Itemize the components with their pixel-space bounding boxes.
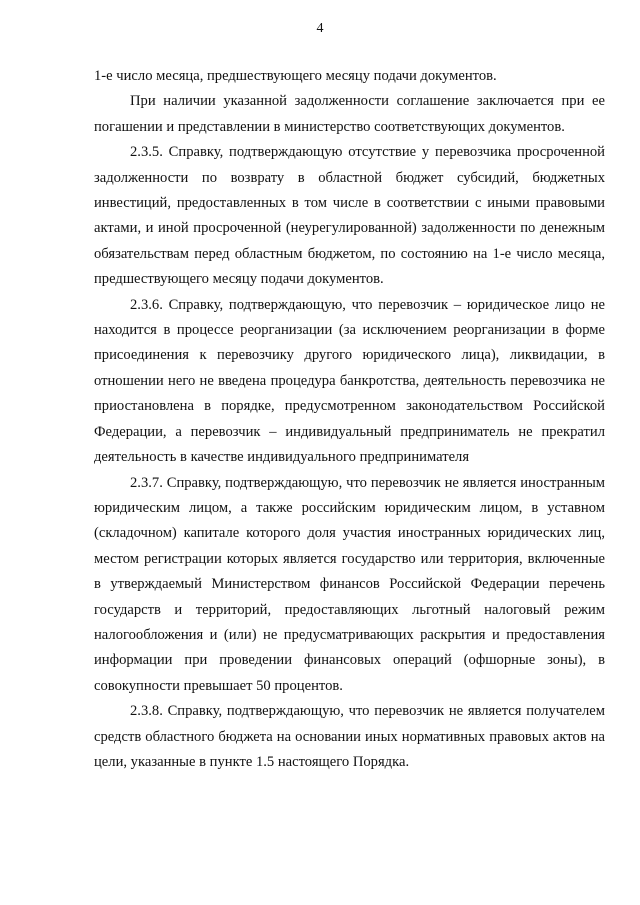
paragraph-2-3-6: 2.3.6. Справку, подтверждающую, что перевозчик – юридическое лицо не находится в процессе реорганизации (за исключением реорганизации в форме присоединения к перевозчику другого юридического лица), ликвидации, в отношении него не введена процедура банкротства, деятельность перевозчика не приостановлена в порядке, предусмотренном законодательством Российской Федерации, а перевозчик – индивидуальный предприниматель не прекратил деятельность в качестве индивидуального предпринимателя <box>94 296 605 466</box>
paragraph-continuation: 1-е число месяца, предшествующего месяцу подачи документов. <box>94 68 497 84</box>
page-number: 4 <box>316 21 324 36</box>
paragraph-2-3-7: 2.3.7. Справку, подтверждающую, что перевозчик не является иностранным юридическим лицом, а также российским юридическим лицом, в уставном (складочном) капитале которого доля участия иностранных юридических лиц, местом регистрации которых является государство или территория, включенные в утверждаемый Министерством финансов Российской Федерации перечень государств и территорий, предоставляющих льготный налоговый режим налогообложения и (или) не предусматривающих раскрытия и предоставления информации при проведении финансовых операций (офшорные зоны), в совокупности превышает 50 процентов. <box>94 474 605 694</box>
paragraph-2-3-8: 2.3.8. Справку, подтверждающую, что перевозчик не является получателем средств областного бюджета на основании иных нормативных правовых актов на цели, указанные в пункте 1.5 настоящего Порядка. <box>94 703 605 770</box>
document-body <box>94 64 605 775</box>
paragraph-2-3-5: 2.3.5. Справку, подтверждающую отсутствие у перевозчика просроченной задолженности по возврату в областной бюджет субсидий, бюджетных инвестиций, предоставленных в том числе в соответствии с иными правовыми актами, и иной просроченной (неурегулированной) задолженности по денежным обязательствам перед областным бюджетом, по состоянию на 1-е число месяца, предшествующего месяцу подачи документов. <box>94 144 605 288</box>
paragraph-debt-condition: При наличии указанной задолженности соглашение заключается при ее погашении и представлении в министерство соответствующих документов. <box>94 93 605 135</box>
